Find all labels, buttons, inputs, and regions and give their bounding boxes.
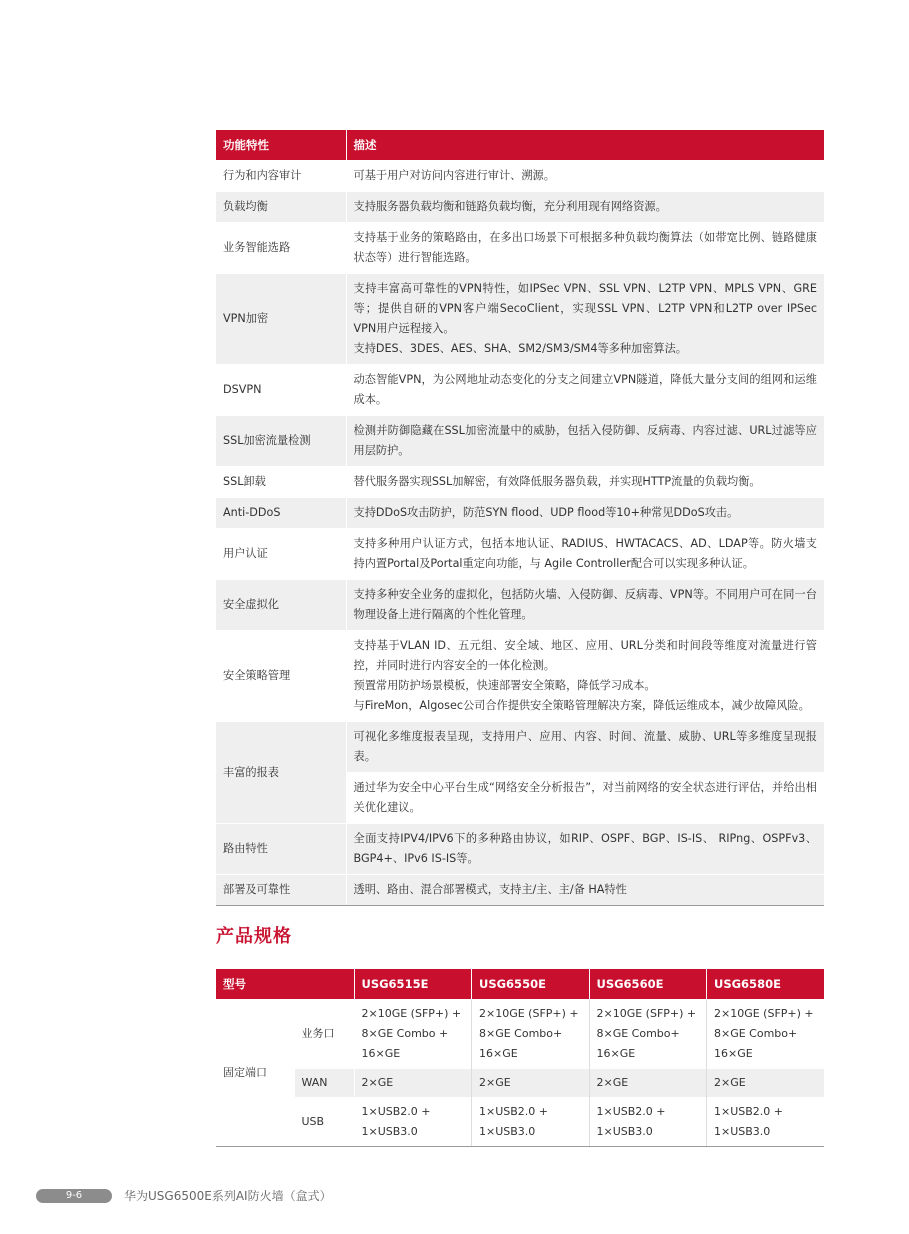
- feature-name: 路由特性: [216, 824, 346, 875]
- spec-table: [216, 969, 824, 1147]
- feature-desc: 支持服务器负载均衡和链路负载均衡，充分利用现有网络资源。: [346, 192, 824, 223]
- feature-row: [216, 223, 824, 274]
- feature-name: 安全虚拟化: [216, 580, 346, 631]
- feature-name: SSL加密流量检测: [216, 416, 346, 467]
- spec-value: 1×USB2.0 + 1×USB3.0: [707, 1098, 825, 1147]
- spec-value: 2×10GE (SFP+) + 8×GE Combo+ 16×GE: [472, 1000, 590, 1069]
- spec-value: 1×USB2.0 + 1×USB3.0: [472, 1098, 590, 1147]
- features-header-row: [216, 130, 824, 161]
- feature-desc: 支持丰富高可靠性的VPN特性，如IPSec VPN、SSL VPN、L2TP VPN、MPLS VPN、GRE等；提供自研的VPN客户端SecoClient，实现SSL VPN、L2TP VPN和L2TP over IPSec VPN用户远程接入。 支持DES、3DES、AES、SHA、SM2/SM3/SM4等多种加密算法。: [346, 274, 824, 365]
- feature-name: Anti-DDoS: [216, 498, 346, 529]
- feature-row: [216, 722, 824, 773]
- section-title: 产品规格: [216, 926, 292, 947]
- footer-title: 华为USG6500E系列AI防火墙（盒式）: [124, 1189, 332, 1203]
- spec-row: [216, 1000, 824, 1069]
- page-number-badge: 9-6: [36, 1189, 112, 1203]
- feature-row: [216, 274, 824, 365]
- feature-name: 业务智能选路: [216, 223, 346, 274]
- feature-desc: 支持基于VLAN ID、五元组、安全域、地区、应用、URL分类和时间段等维度对流量进行管控，并同时进行内容安全的一体化检测。 预置常用防护场景模板，快速部署安全策略，降低学习成本。 与FireMon，Algosec公司合作提供安全策略管理解决方案，降低运维成本，减少故障风险。: [346, 631, 824, 722]
- feature-name: VPN加密: [216, 274, 346, 365]
- spec-header-model-name: USG6560E: [589, 969, 707, 1000]
- feature-row: [216, 529, 824, 580]
- feature-desc: 支持多种安全业务的虚拟化，包括防火墙、入侵防御、反病毒、VPN等。不同用户可在同一台物理设备上进行隔离的个性化管理。: [346, 580, 824, 631]
- spec-row: [216, 1098, 824, 1147]
- spec-sub-label: 业务口: [294, 1000, 354, 1069]
- feature-row: [216, 161, 824, 192]
- features-table: [216, 130, 824, 906]
- feature-name: 用户认证: [216, 529, 346, 580]
- feature-desc: 支持基于业务的策略路由，在多出口场景下可根据多种负载均衡算法（如带宽比例、链路健康状态等）进行智能选路。: [346, 223, 824, 274]
- features-header-name: 功能特性: [216, 130, 346, 161]
- spec-value: 2×10GE (SFP+) + 8×GE Combo+ 16×GE: [707, 1000, 825, 1069]
- features-header-desc: 描述: [346, 130, 824, 161]
- spec-value: 2×10GE (SFP+) + 8×GE Combo+ 16×GE: [589, 1000, 707, 1069]
- feature-name: 部署及可靠性: [216, 875, 346, 906]
- feature-row: [216, 498, 824, 529]
- spec-group-label: 固定端口: [216, 1000, 294, 1147]
- feature-name: 安全策略管理: [216, 631, 346, 722]
- spec-value: 1×USB2.0 + 1×USB3.0: [354, 1098, 472, 1147]
- feature-row: [216, 580, 824, 631]
- feature-name: 行为和内容审计: [216, 161, 346, 192]
- feature-row: [216, 192, 824, 223]
- feature-name: DSVPN: [216, 365, 346, 416]
- feature-row: [216, 365, 824, 416]
- spec-value: 2×GE: [354, 1069, 472, 1098]
- spec-header-row: [216, 969, 824, 1000]
- spec-value: 2×GE: [472, 1069, 590, 1098]
- spec-header-model-name: USG6515E: [354, 969, 472, 1000]
- feature-row: [216, 467, 824, 498]
- spec-value: 2×GE: [707, 1069, 825, 1098]
- feature-desc: 替代服务器实现SSL加解密，有效降低服务器负载，并实现HTTP流量的负载均衡。: [346, 467, 824, 498]
- feature-row: [216, 631, 824, 722]
- spec-row: [216, 1069, 824, 1098]
- spec-value: 2×GE: [589, 1069, 707, 1098]
- feature-name: 负载均衡: [216, 192, 346, 223]
- spec-value: 2×10GE (SFP+) + 8×GE Combo + 16×GE: [354, 1000, 472, 1069]
- spec-value: 1×USB2.0 + 1×USB3.0: [589, 1098, 707, 1147]
- feature-desc: 检测并防御隐藏在SSL加密流量中的威胁，包括入侵防御、反病毒、内容过滤、URL过滤等应用层防护。: [346, 416, 824, 467]
- spec-header-model-name: USG6550E: [472, 969, 590, 1000]
- feature-desc: 支持多种用户认证方式，包括本地认证、RADIUS、HWTACACS、AD、LDAP等。防火墙支持内置Portal及Portal重定向功能，与 Agile Controller配合可以实现多种认证。: [346, 529, 824, 580]
- spec-header-model: 型号: [216, 969, 354, 1000]
- feature-desc: 通过华为安全中心平台生成“网络安全分析报告”，对当前网络的安全状态进行评估，并给出相关优化建议。: [346, 773, 824, 824]
- feature-row: [216, 416, 824, 467]
- feature-row: [216, 875, 824, 906]
- feature-name: SSL卸载: [216, 467, 346, 498]
- feature-desc: 支持DDoS攻击防护，防范SYN flood、UDP flood等10+种常见DDoS攻击。: [346, 498, 824, 529]
- feature-name: 丰富的报表: [216, 722, 346, 824]
- feature-desc: 动态智能VPN，为公网地址动态变化的分支之间建立VPN隧道，降低大量分支间的组网和运维成本。: [346, 365, 824, 416]
- feature-desc: 可基于用户对访问内容进行审计、溯源。: [346, 161, 824, 192]
- feature-desc: 可视化多维度报表呈现，支持用户、应用、内容、时间、流量、威胁、URL等多维度呈现报表。: [346, 722, 824, 773]
- feature-row: [216, 824, 824, 875]
- spec-sub-label: WAN: [294, 1069, 354, 1098]
- spec-sub-label: USB: [294, 1098, 354, 1147]
- feature-desc: 全面支持IPV4/IPV6下的多种路由协议，如RIP、OSPF、BGP、IS-IS、 RIPng、OSPFv3、BGP4+、IPv6 IS-IS等。: [346, 824, 824, 875]
- spec-header-model-name: USG6580E: [707, 969, 825, 1000]
- feature-desc: 透明、路由、混合部署模式，支持主/主、主/备 HA特性: [346, 875, 824, 906]
